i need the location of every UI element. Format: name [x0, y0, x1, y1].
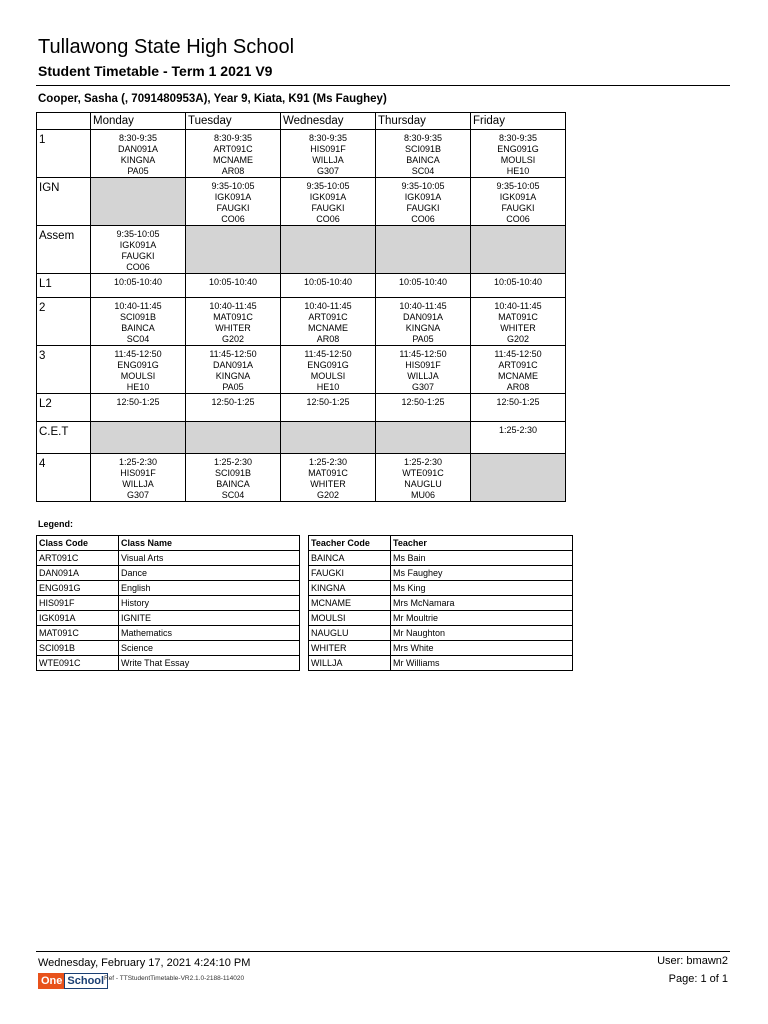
class-slot: [186, 394, 281, 422]
class-legend-table: [36, 535, 300, 671]
timetable-row: [37, 178, 566, 226]
slot-teacher-code: FAUGKI: [501, 203, 535, 213]
class-slot: [471, 274, 566, 298]
timetable-row: [37, 130, 566, 178]
class-slot: [471, 178, 566, 226]
class-slot: [471, 130, 566, 178]
class-slot: [281, 130, 376, 178]
slot-class-code: ENG091G: [307, 360, 349, 370]
slot-class-code: IGK091A: [119, 240, 157, 250]
slot-teacher-code: WILLJA: [407, 371, 439, 381]
slot-time: 9:35-10:05: [306, 181, 350, 191]
empty-slot: [281, 422, 376, 454]
slot-class-code: WTE091C: [402, 468, 444, 478]
legend-code: SCI091B: [37, 641, 119, 656]
timetable-row: [37, 298, 566, 346]
slot-time: 11:45-12:50: [114, 349, 162, 359]
report-reference: Ref - TTStudentTimetable-VR2.1.0-2188-114020: [104, 975, 245, 982]
teacher-legend-table: [308, 535, 573, 671]
class-slot: [91, 346, 186, 394]
legend-name: Mr Moultrie: [391, 611, 573, 626]
header-divider: [36, 85, 730, 86]
class-slot: [376, 298, 471, 346]
slot-class-code: IGK091A: [309, 192, 347, 202]
column-header: Teacher Code: [309, 536, 391, 551]
slot-room: PA05: [412, 334, 434, 344]
legend-name: Mr Williams: [391, 656, 573, 671]
slot-class-code: ENG091G: [117, 360, 159, 370]
legend-name: Ms Bain: [391, 551, 573, 566]
slot-teacher-code: MOULSI: [120, 371, 156, 381]
slot-room: SC04: [411, 166, 435, 176]
legend-name: Ms King: [391, 581, 573, 596]
slot-teacher-code: MOULSI: [500, 155, 536, 165]
slot-time: 12:50-1:25: [306, 397, 350, 407]
legend-row: [37, 611, 300, 626]
timetable-row: [37, 394, 566, 422]
timetable: [36, 112, 566, 502]
slot-class-code: ART091C: [498, 360, 538, 370]
legend-row: [309, 641, 573, 656]
class-slot: [376, 178, 471, 226]
slot-room: HE10: [316, 382, 340, 392]
legend-code: WHITER: [309, 641, 391, 656]
day-header: Thursday: [376, 113, 471, 130]
slot-room: AR08: [221, 166, 245, 176]
legend-code: NAUGLU: [309, 626, 391, 641]
class-slot: [281, 178, 376, 226]
slot-time: 10:40-11:45: [494, 301, 542, 311]
class-slot: [471, 298, 566, 346]
legend-row: [309, 551, 573, 566]
oneschool-logo: [38, 973, 108, 989]
timetable-row: [37, 454, 566, 502]
slot-time: 9:35-10:05: [116, 229, 160, 239]
class-slot: [186, 130, 281, 178]
slot-teacher-code: KINGNA: [215, 371, 251, 381]
legend-row: [37, 551, 300, 566]
legend-code: MOULSI: [309, 611, 391, 626]
legend-row: [37, 656, 300, 671]
slot-room: G202: [316, 490, 340, 500]
slot-room: AR08: [506, 382, 530, 392]
legend-code: BAINCA: [309, 551, 391, 566]
legend-name: Mrs McNamara: [391, 596, 573, 611]
student-details: Cooper, Sasha (, 7091480953A), Year 9, Kiata, K91 (Ms Faughey): [38, 93, 387, 105]
slot-class-code: SCI091B: [214, 468, 252, 478]
slot-class-code: SCI091B: [119, 312, 157, 322]
slot-class-code: HIS091F: [310, 144, 346, 154]
slot-room: PA05: [127, 166, 149, 176]
slot-class-code: DAN091A: [402, 312, 444, 322]
slot-room: CO06: [316, 214, 340, 224]
slot-teacher-code: MCNAME: [498, 371, 538, 381]
class-slot: [376, 394, 471, 422]
user-label: User: bmawn2: [657, 955, 728, 967]
logo-part-one: One: [38, 973, 64, 989]
slot-class-code: IGK091A: [214, 192, 252, 202]
slot-class-code: MAT091C: [308, 468, 348, 478]
day-header: Monday: [91, 113, 186, 130]
slot-teacher-code: MCNAME: [213, 155, 253, 165]
slot-teacher-code: BAINCA: [121, 323, 155, 333]
legend-name: Write That Essay: [119, 656, 300, 671]
slot-room: AR08: [316, 334, 340, 344]
period-label: C.E.T: [37, 422, 91, 454]
slot-time: 1:25-2:30: [213, 457, 253, 467]
slot-room: G307: [316, 166, 340, 176]
slot-room: CO06: [506, 214, 530, 224]
logo-part-school: School: [64, 973, 108, 989]
slot-teacher-code: WILLJA: [312, 155, 344, 165]
class-slot: [186, 274, 281, 298]
legend-name: Mrs White: [391, 641, 573, 656]
legend-code: DAN091A: [37, 566, 119, 581]
slot-time: 11:45-12:50: [209, 349, 257, 359]
class-slot: [91, 274, 186, 298]
period-label: 4: [37, 454, 91, 502]
slot-time: 10:05-10:40: [493, 277, 543, 287]
teacher-legend-header-row: [309, 536, 573, 551]
slot-time: 11:45-12:50: [494, 349, 542, 359]
period-label: IGN: [37, 178, 91, 226]
slot-time: 1:25-2:30: [118, 457, 158, 467]
legend-name: Dance: [119, 566, 300, 581]
legend-code: ART091C: [37, 551, 119, 566]
slot-teacher-code: WILLJA: [122, 479, 154, 489]
slot-teacher-code: KINGNA: [405, 323, 441, 333]
empty-slot: [376, 226, 471, 274]
class-slot: [186, 298, 281, 346]
document-title: Student Timetable - Term 1 2021 V9: [38, 63, 273, 79]
class-legend-header-row: [37, 536, 300, 551]
slot-room: G202: [506, 334, 530, 344]
slot-room: G307: [126, 490, 150, 500]
slot-time: 1:25-2:30: [403, 457, 443, 467]
slot-teacher-code: MOULSI: [310, 371, 346, 381]
slot-class-code: ENG091G: [497, 144, 539, 154]
slot-time: 12:50-1:25: [401, 397, 445, 407]
empty-slot: [471, 454, 566, 502]
slot-teacher-code: BAINCA: [406, 155, 440, 165]
class-slot: [376, 454, 471, 502]
day-header: Friday: [471, 113, 566, 130]
column-header: Teacher: [391, 536, 573, 551]
slot-time: 10:05-10:40: [208, 277, 258, 287]
slot-teacher-code: MCNAME: [308, 323, 348, 333]
class-slot: [281, 454, 376, 502]
legend-name: English: [119, 581, 300, 596]
slot-time: 10:40-11:45: [399, 301, 447, 311]
slot-room: CO06: [221, 214, 245, 224]
page-number: Page: 1 of 1: [668, 973, 728, 985]
class-slot: [91, 394, 186, 422]
legend-code: KINGNA: [309, 581, 391, 596]
legend-name: IGNITE: [119, 611, 300, 626]
legend-row: [309, 581, 573, 596]
slot-time: 9:35-10:05: [496, 181, 540, 191]
slot-room: PA05: [222, 382, 244, 392]
slot-room: SC04: [221, 490, 245, 500]
slot-time: 10:05-10:40: [303, 277, 353, 287]
day-header: Wednesday: [281, 113, 376, 130]
legend-code: MAT091C: [37, 626, 119, 641]
slot-time: 8:30-9:35: [118, 133, 158, 143]
school-name: Tullawong State High School: [38, 36, 295, 58]
slot-class-code: HIS091F: [405, 360, 441, 370]
timetable-header-row: [37, 113, 566, 130]
legend-code: HIS091F: [37, 596, 119, 611]
class-slot: [91, 454, 186, 502]
slot-time: 8:30-9:35: [213, 133, 253, 143]
legend-code: WILLJA: [309, 656, 391, 671]
slot-teacher-code: WHITER: [215, 323, 251, 333]
period-label: L1: [37, 274, 91, 298]
slot-teacher-code: WHITER: [310, 479, 346, 489]
slot-time: 9:35-10:05: [211, 181, 255, 191]
legend-code: FAUGKI: [309, 566, 391, 581]
slot-class-code: MAT091C: [213, 312, 253, 322]
slot-time: 10:05-10:40: [398, 277, 448, 287]
class-slot: [281, 298, 376, 346]
printed-date: Wednesday, February 17, 2021 4:24:10 PM: [38, 957, 251, 969]
legend-label: Legend:: [38, 519, 73, 529]
legend-code: MCNAME: [309, 596, 391, 611]
slot-time: 1:25-2:30: [498, 425, 538, 435]
slot-teacher-code: WHITER: [500, 323, 536, 333]
slot-time: 8:30-9:35: [498, 133, 538, 143]
timetable-corner: [37, 113, 91, 130]
slot-time: 11:45-12:50: [304, 349, 352, 359]
slot-teacher-code: FAUGKI: [311, 203, 345, 213]
slot-room: G202: [221, 334, 245, 344]
slot-time: 9:35-10:05: [401, 181, 445, 191]
slot-time: 10:05-10:40: [113, 277, 163, 287]
legend-row: [37, 641, 300, 656]
class-slot: [376, 130, 471, 178]
legend-name: Mr Naughton: [391, 626, 573, 641]
day-header: Tuesday: [186, 113, 281, 130]
period-label: 2: [37, 298, 91, 346]
slot-class-code: HIS091F: [120, 468, 156, 478]
slot-room: SC04: [126, 334, 150, 344]
legend-row: [309, 656, 573, 671]
legend-name: Visual Arts: [119, 551, 300, 566]
slot-class-code: SCI091B: [404, 144, 442, 154]
slot-time: 1:25-2:30: [308, 457, 348, 467]
timetable-row: [37, 346, 566, 394]
slot-room: CO06: [411, 214, 435, 224]
footer-divider: [36, 951, 730, 952]
slot-class-code: IGK091A: [499, 192, 537, 202]
class-slot: [281, 274, 376, 298]
column-header: Class Name: [119, 536, 300, 551]
slot-room: MU06: [410, 490, 435, 500]
empty-slot: [91, 178, 186, 226]
empty-slot: [376, 422, 471, 454]
slot-teacher-code: BAINCA: [216, 479, 250, 489]
slot-time: 12:50-1:25: [116, 397, 160, 407]
slot-time: 11:45-12:50: [399, 349, 447, 359]
timetable-row: [37, 226, 566, 274]
period-label: L2: [37, 394, 91, 422]
class-slot: [186, 454, 281, 502]
slot-teacher-code: NAUGLU: [404, 479, 442, 489]
class-slot: [471, 346, 566, 394]
legend-row: [37, 626, 300, 641]
class-slot: [186, 178, 281, 226]
slot-teacher-code: FAUGKI: [121, 251, 155, 261]
slot-class-code: MAT091C: [498, 312, 538, 322]
period-label: Assem: [37, 226, 91, 274]
class-slot: [281, 394, 376, 422]
class-slot: [376, 346, 471, 394]
legend-row: [37, 581, 300, 596]
class-slot: [376, 274, 471, 298]
legend-name: Mathematics: [119, 626, 300, 641]
legend-name: History: [119, 596, 300, 611]
empty-slot: [91, 422, 186, 454]
legend-name: Ms Faughey: [391, 566, 573, 581]
slot-teacher-code: KINGNA: [120, 155, 156, 165]
legend-code: WTE091C: [37, 656, 119, 671]
slot-time: 8:30-9:35: [403, 133, 443, 143]
slot-time: 12:50-1:25: [211, 397, 255, 407]
period-label: 3: [37, 346, 91, 394]
slot-room: HE10: [506, 166, 530, 176]
empty-slot: [186, 422, 281, 454]
slot-class-code: DAN091A: [117, 144, 159, 154]
class-slot: [91, 226, 186, 274]
slot-room: CO06: [126, 262, 150, 272]
legend-row: [309, 596, 573, 611]
slot-teacher-code: FAUGKI: [406, 203, 440, 213]
slot-class-code: ART091C: [213, 144, 253, 154]
slot-room: G307: [411, 382, 435, 392]
timetable-row: [37, 274, 566, 298]
slot-time: 10:40-11:45: [304, 301, 352, 311]
slot-teacher-code: FAUGKI: [216, 203, 250, 213]
slot-class-code: IGK091A: [404, 192, 442, 202]
class-slot: [91, 130, 186, 178]
legend-row: [37, 596, 300, 611]
legend-row: [37, 566, 300, 581]
slot-class-code: ART091C: [308, 312, 348, 322]
legend-row: [309, 611, 573, 626]
legend-row: [309, 566, 573, 581]
empty-slot: [281, 226, 376, 274]
class-slot: [471, 394, 566, 422]
class-slot: [186, 346, 281, 394]
legend-code: ENG091G: [37, 581, 119, 596]
empty-slot: [186, 226, 281, 274]
empty-slot: [471, 226, 566, 274]
legend-code: IGK091A: [37, 611, 119, 626]
slot-time: 8:30-9:35: [308, 133, 348, 143]
legend-name: Science: [119, 641, 300, 656]
slot-room: HE10: [126, 382, 150, 392]
period-label: 1: [37, 130, 91, 178]
legend-row: [309, 626, 573, 641]
slot-time: 10:40-11:45: [209, 301, 257, 311]
class-slot: [91, 298, 186, 346]
timetable-row: [37, 422, 566, 454]
slot-class-code: DAN091A: [212, 360, 254, 370]
class-slot: [471, 422, 566, 454]
slot-time: 12:50-1:25: [496, 397, 540, 407]
slot-time: 10:40-11:45: [114, 301, 162, 311]
class-slot: [281, 346, 376, 394]
column-header: Class Code: [37, 536, 119, 551]
